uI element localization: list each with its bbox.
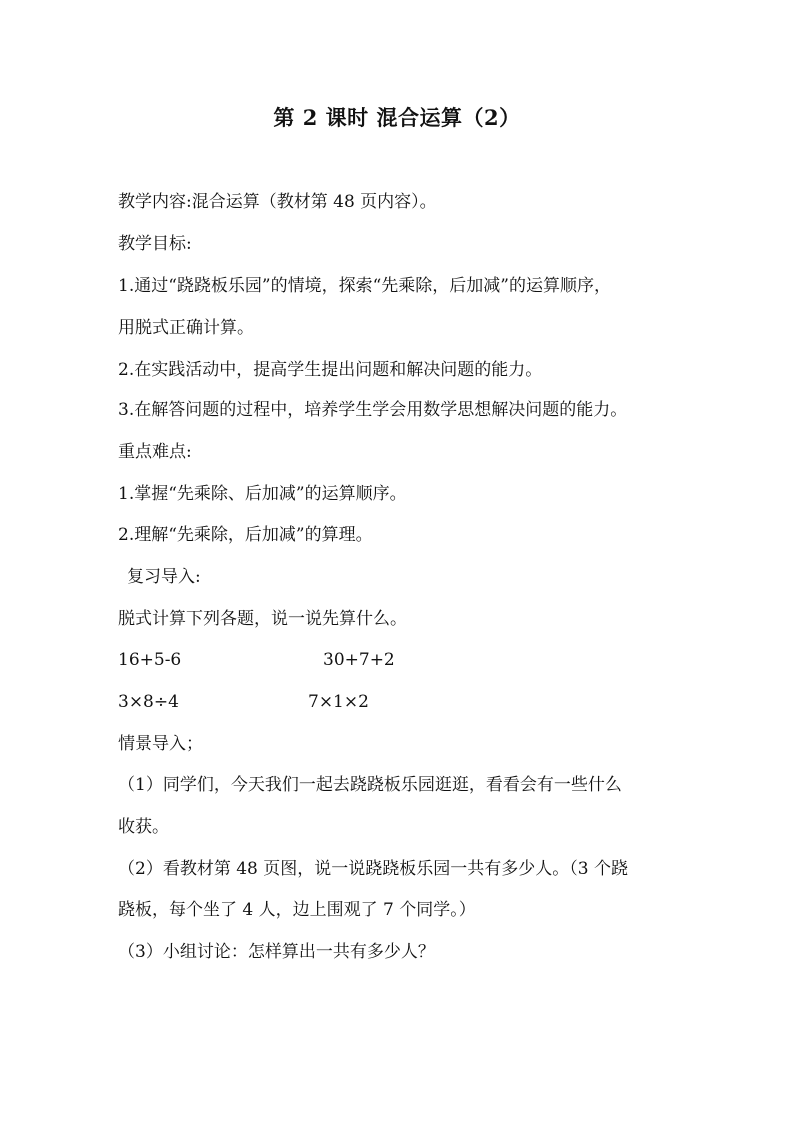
scene-3: （3）小组讨论：怎样算出一共有多少人？: [118, 942, 435, 962]
key-point-2: 2.理解“先乘除，后加减”的算理。: [118, 525, 373, 545]
review-task: 脱式计算下列各题，说一说先算什么。: [118, 609, 407, 629]
equation-row-2: [118, 690, 688, 714]
equation-4: 7×1×2: [308, 692, 369, 712]
scene-1-line-1: （1）同学们，今天我们一起去跷跷板乐园逛逛，看看会有一些什么: [118, 775, 622, 795]
key-point-1: 1.掌握“先乘除、后加减”的运算顺序。: [118, 484, 407, 504]
goal-1-line-2: 用脱式正确计算。: [118, 318, 254, 338]
key-points-heading: 重点难点:: [118, 442, 192, 462]
equation-3: 3×8÷4: [118, 692, 179, 712]
teaching-content: 教学内容:混合运算（教材第 48 页内容）。: [118, 192, 437, 212]
goals-heading: 教学目标:: [118, 234, 192, 254]
scene-2-line-2: 跷板，每个坐了 4 人，边上围观了 7 个同学。）: [118, 900, 476, 920]
scene-heading: 情景导入；: [118, 734, 203, 754]
goal-1-line-1: 1.通过“跷跷板乐园”的情境，探索“先乘除，后加减”的运算顺序，: [118, 276, 611, 296]
equation-row-1: [118, 648, 688, 672]
scene-1-line-2: 收获。: [118, 817, 169, 837]
equation-1: 16+5-6: [118, 650, 182, 670]
review-heading: 复习导入:: [127, 567, 201, 587]
scene-2-line-1: （2）看教材第 48 页图，说一说跷跷板乐园一共有多少人。（3 个跷: [118, 859, 628, 879]
goal-2: 2.在实践活动中，提高学生提出问题和解决问题的能力。: [118, 360, 543, 380]
goal-3: 3.在解答问题的过程中，培养学生学会用数学思想解决问题的能力。: [118, 400, 628, 420]
equation-2: 30+7+2: [323, 650, 395, 670]
lesson-title: 第 2 课时 混合运算（2）: [273, 105, 521, 130]
